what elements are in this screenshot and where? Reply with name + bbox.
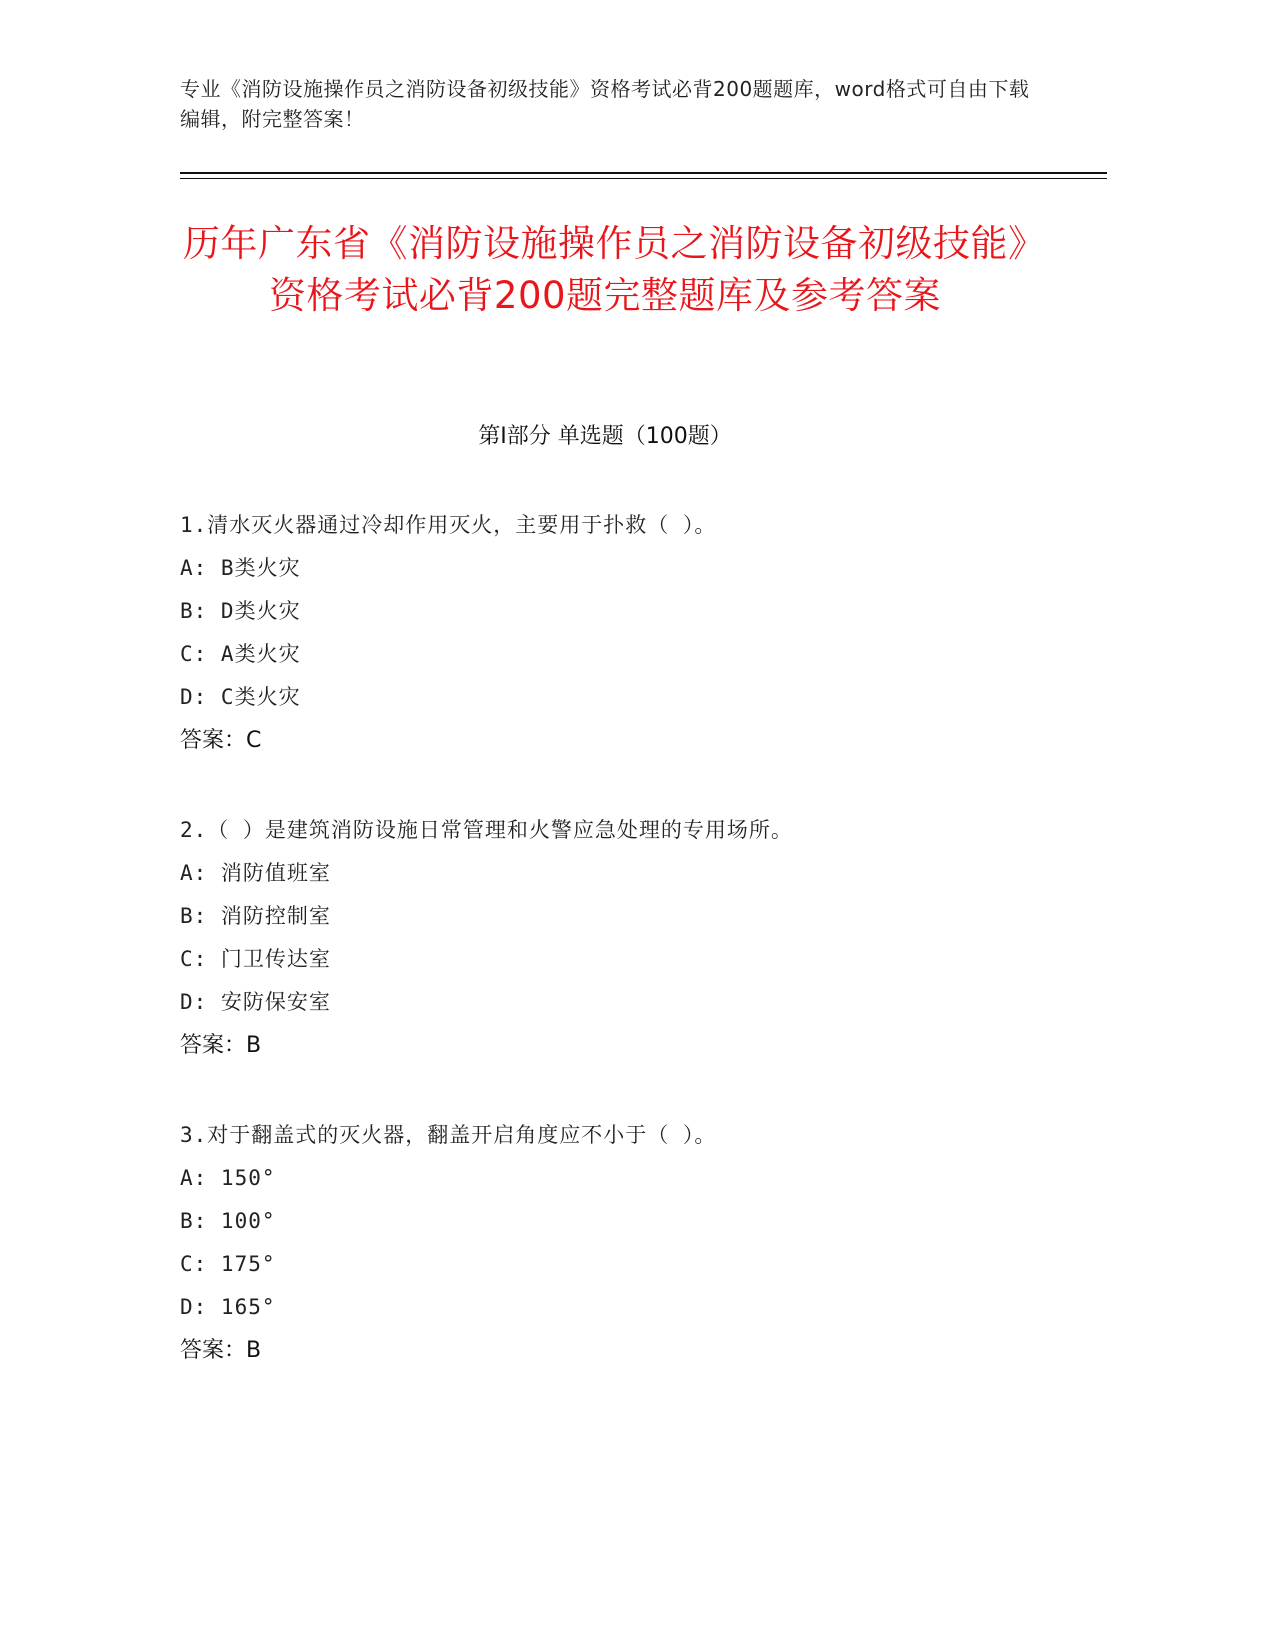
option-b: B: D类火灾	[180, 599, 301, 623]
header-note: 专业《消防设施操作员之消防设备初级技能》资格考试必背200题题库，word格式可自由下载编辑，附完整答案！	[180, 77, 1030, 131]
question-block	[180, 1114, 1060, 1372]
question-stem: 3.对于翻盖式的灭火器，翻盖开启角度应不小于（ ）。	[180, 1123, 717, 1147]
option-b: B: 消防控制室	[180, 904, 331, 928]
header-divider-thick	[180, 172, 1107, 174]
header-divider-thin	[180, 178, 1107, 179]
answer-label: 答案：C	[180, 728, 262, 753]
option-a: A: B类火灾	[180, 556, 301, 580]
option-a: A: 150°	[180, 1166, 276, 1190]
question-stem: 2.（ ）是建筑消防设施日常管理和火警应急处理的专用场所。	[180, 818, 793, 842]
question-block	[180, 504, 1060, 762]
question-block	[180, 809, 1060, 1067]
option-c: C: 175°	[180, 1252, 276, 1276]
option-a: A: 消防值班室	[180, 861, 331, 885]
option-d: D: 165°	[180, 1295, 276, 1319]
document-title: 历年广东省《消防设施操作员之消防设备初级技能》资格考试必背200题完整题库及参考答案	[183, 222, 1027, 317]
section-heading: 第I部分 单选题（100题）	[478, 424, 732, 449]
option-d: D: 安防保安室	[180, 990, 331, 1014]
option-c: C: 门卫传达室	[180, 947, 331, 971]
option-b: B: 100°	[180, 1209, 276, 1233]
answer-label: 答案：B	[180, 1338, 262, 1363]
question-stem: 1.清水灭火器通过冷却作用灭火，主要用于扑救（ ）。	[180, 513, 717, 537]
option-d: D: C类火灾	[180, 685, 301, 709]
option-c: C: A类火灾	[180, 642, 301, 666]
answer-label: 答案：B	[180, 1033, 262, 1058]
